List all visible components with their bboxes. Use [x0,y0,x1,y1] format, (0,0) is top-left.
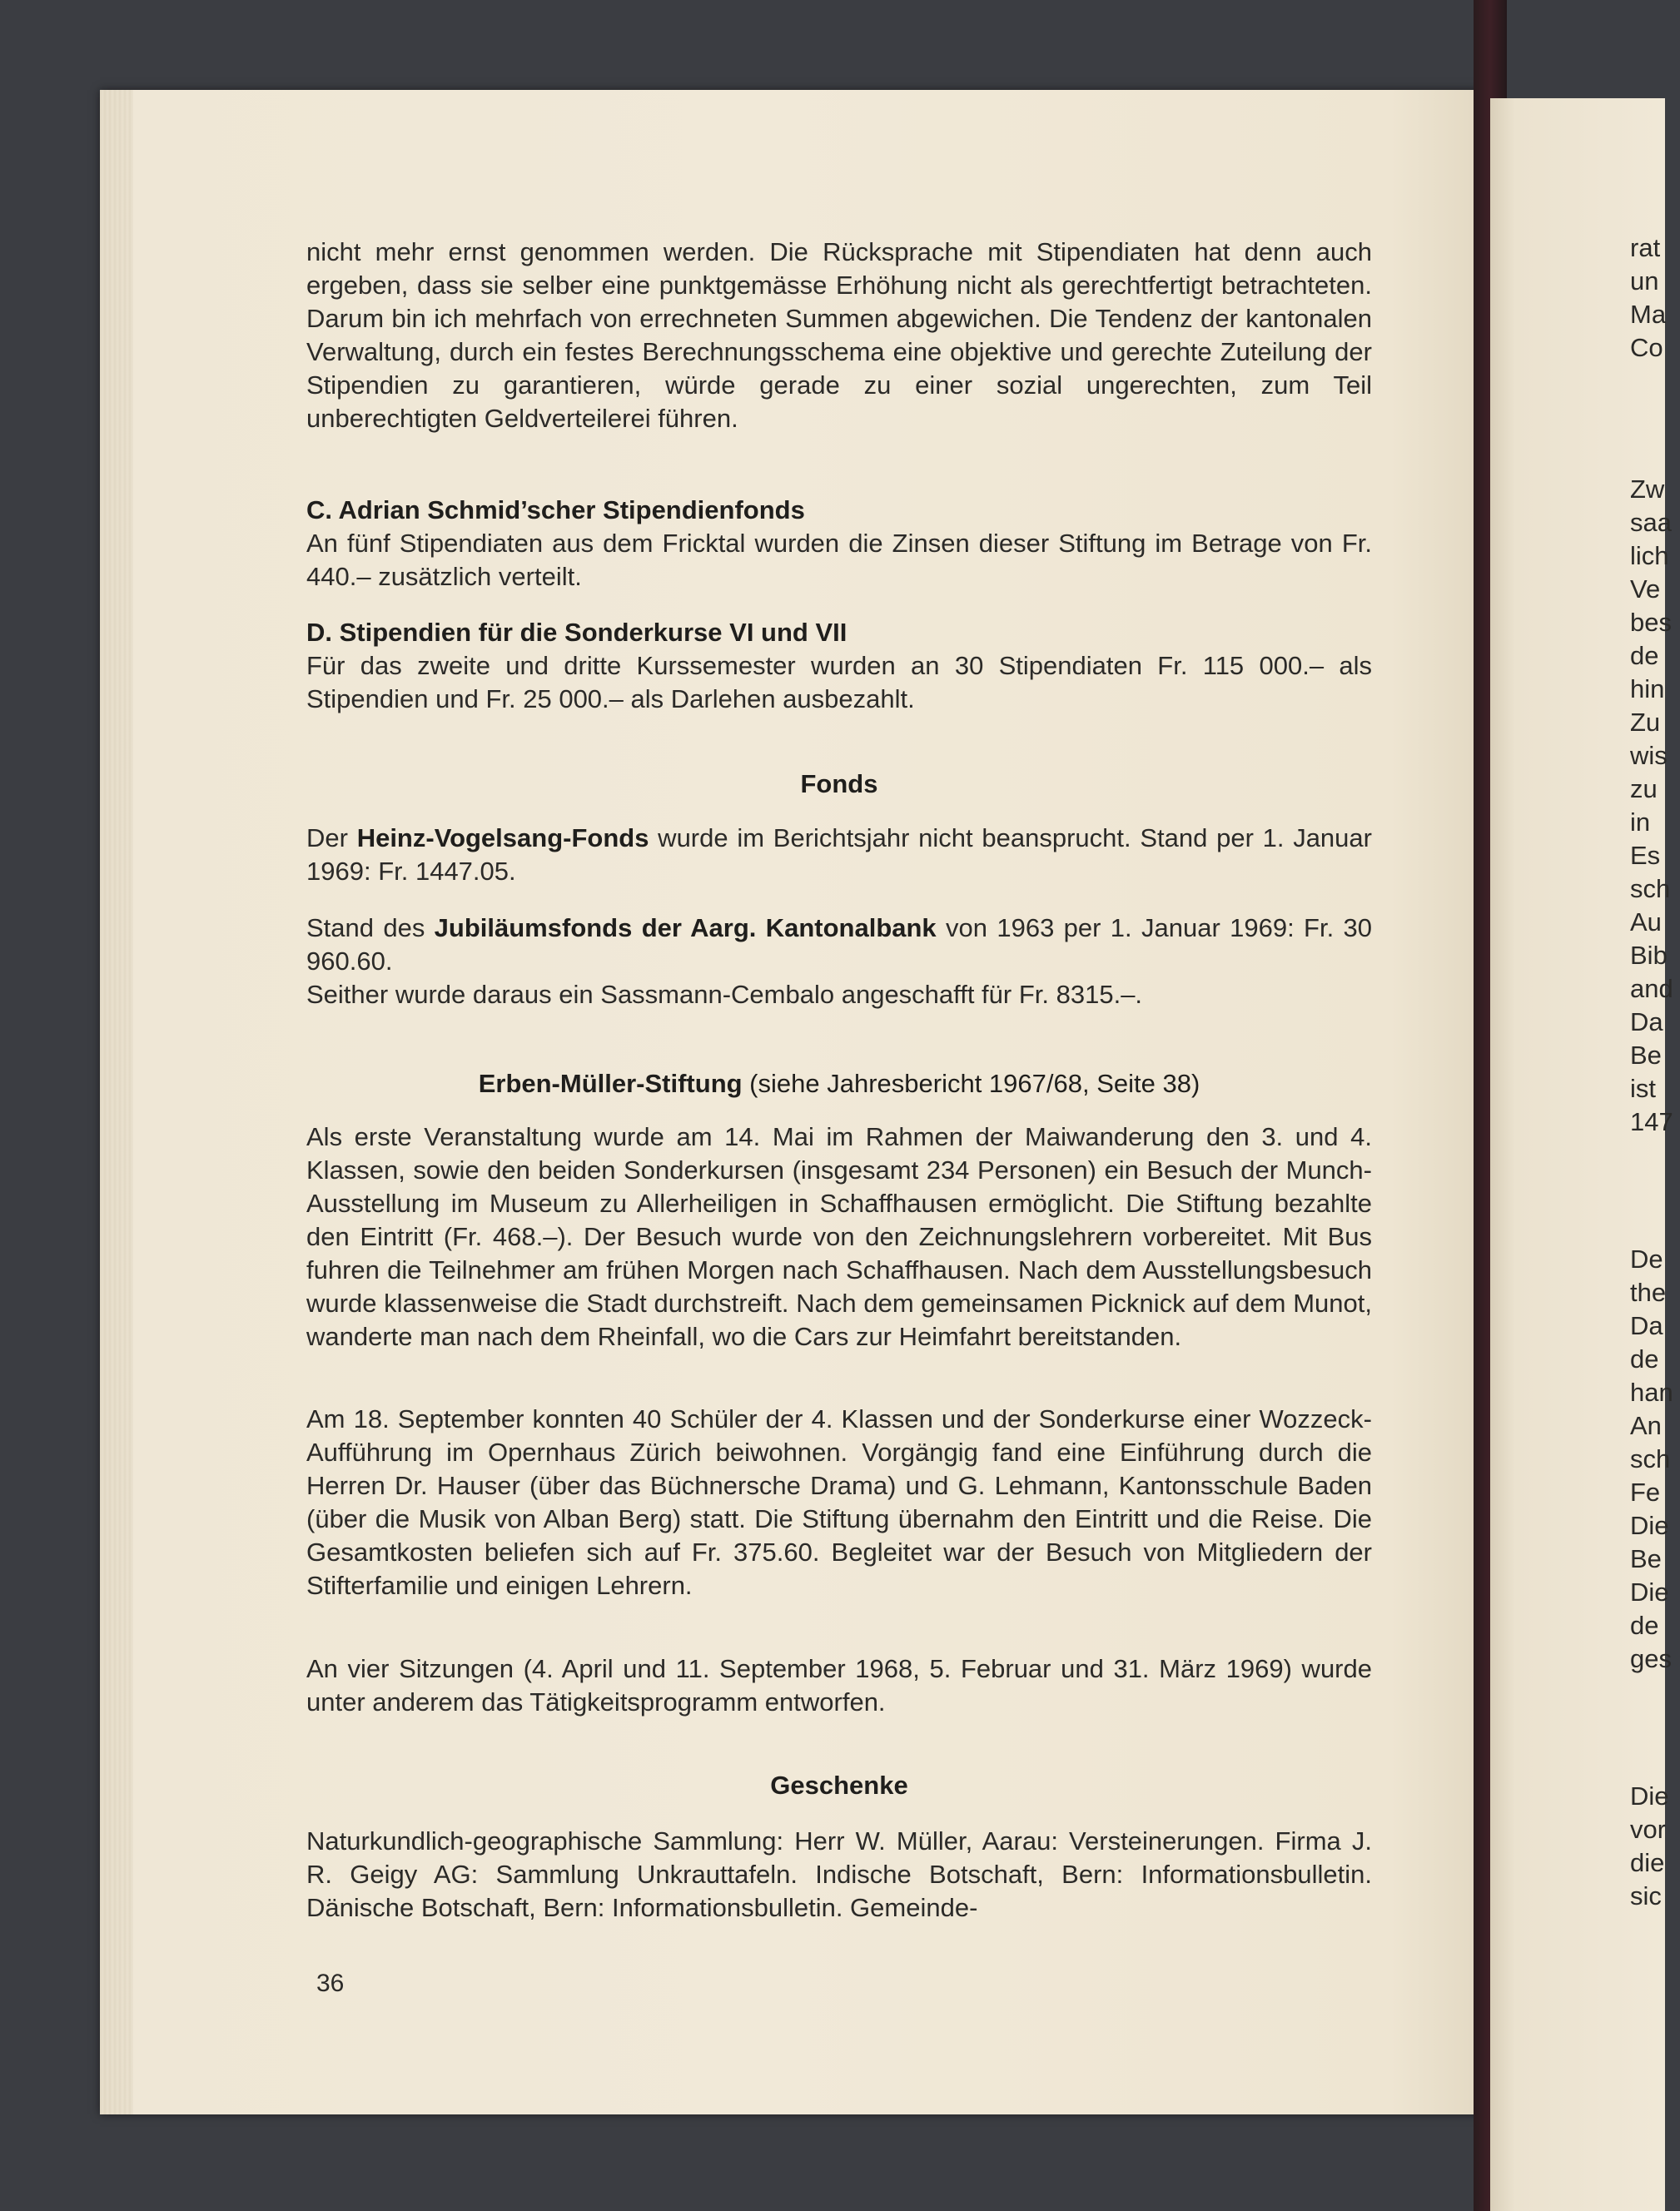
section-c [306,494,1372,594]
erben-paragraph-3: An vier Sitzungen (4. April und 11. September 1968, 5. Februar und 31. März 1969) wurde unter anderem das Tätigkeitsprogramm entworfen. [306,1654,1372,1717]
fonds-paragraph-1: Der Heinz-Vogelsang-Fonds wurde im Berichtsjahr nicht beansprucht. Stand per 1. Januar 1969: Fr. 1447.05. [306,823,1372,886]
geschenke-paragraph: Naturkundlich-geographische Sammlung: Herr W. Müller, Aarau: Versteinerungen. Firma J. R. Geigy AG: Sammlung Unkrauttafeln. Indische Botschaft, Bern: Informationsbulletin. Dänische Botschaft, Bern: Informationsbulletin. Gemeinde- [306,1826,1372,1922]
section-d-text: Für das zweite und dritte Kurssemester wurden an 30 Stipendiaten Fr. 115 000.– als Stipendien und Fr. 25 000.– als Darlehen ausbezahlt. [306,651,1372,713]
erben-paragraph-2: Am 18. September konnten 40 Schüler der 4. Klassen und der Sonderkurse einer Wozzeck-Aufführung im Opernhaus Zürich beiwohnen. Vorgängig fand eine Einführung durch die Herren Dr. Hauser (über das Büchnersche Drama) und G. Lehmann, Kantonsschule Baden (über die Musik von Alban Berg) statt. Die Stiftung übernahm den Eintritt und die Reise. Die Gesamtkosten beliefen sich auf Fr. 375.60. Begleitet war der Besuch von Mitgliedern der Stifterfamilie und einigen Lehrern. [306,1404,1372,1600]
section-d-heading: D. Stipendien für die Sonderkurse VI und VII [306,618,847,647]
intro-paragraph: nicht mehr ernst genommen werden. Die Rücksprache mit Stipendiaten hat denn auch ergeben, dass sie selber eine punktgemässe Erhöhung nicht als gerechtfertigt betrachteten. Darum bin ich mehrfach von errechneten Summen abgewichen. Die Tendenz der kantonalen Verwaltung, durch ein festes Berechnungsschema eine objektive und gerechte Zuteilung der Stipendien zu garantieren, würde gerade zu einer sozial ungerechten, zum Teil unberechtigten Geldverteilerei führen. [306,237,1372,433]
page-edge-stack [100,90,133,2114]
right-page-fragments-3: De the Da de han An sch Fe Die Be Die de ges [1630,1245,1673,1673]
right-page-fragments-1: rat un Ma Co [1630,233,1667,362]
jubilaeumsfonds-label: Jubiläumsfonds der Aarg. Kantonalbank [434,913,937,942]
page-number: 36 [316,1970,345,1997]
right-page-fragments-4: Die vor die sic [1630,1781,1669,1910]
section-d [306,616,1372,716]
geschenke-heading: Geschenke [770,1771,908,1800]
heinz-vogelsang-fonds-label: Heinz-Vogelsang-Fonds [356,823,649,852]
fonds-heading: Fonds [800,769,878,798]
erben-mueller-heading: Erben-Müller-Stiftung (siehe Jahresbericht 1967/68, Seite 38) [478,1069,1200,1098]
erben-paragraph-1: Als erste Veranstaltung wurde am 14. Mai im Rahmen der Maiwanderung den 3. und 4. Klassen, sowie den beiden Sonderkursen (insgesamt 234 Personen) ein Besuch der Munch-Ausstellung im Museum zu Allerheiligen in Schaffhausen ermöglicht. Die Stiftung bezahlte den Eintritt (Fr. 468.–). Der Besuch wurde von den Zeichnungslehrern vorbereitet. Mit Bus fuhren die Teilnehmer am frühen Morgen nach Schaffhausen. Nach dem Ausstellungsbesuch wurde klassenweise die Stadt durchstreift. Nach dem gemeinsamen Picknick auf dem Munot, wanderte man nach dem Rheinfall, wo die Cars zur Heimfahrt bereitstanden. [306,1122,1372,1351]
fonds-paragraph-3: Seither wurde daraus ein Sassmann-Cembalo angeschafft für Fr. 8315.–. [306,980,1143,1009]
section-c-heading: C. Adrian Schmid’scher Stipendienfonds [306,495,805,524]
right-page-fragments-2: Zw saa lich Ve bes de hin Zu wis zu in Es sch Au Bib and Da Be ist 147 [1630,474,1673,1136]
fonds-paragraph-2: Stand des Jubiläumsfonds der Aarg. Kantonalbank von 1963 per 1. Januar 1969: Fr. 30 960.60. Seither wurde daraus ein Sassmann-Cembalo angeschafft für Fr. 8315.–. [306,912,1372,1011]
section-c-text: An fünf Stipendiaten aus dem Fricktal wurden die Zinsen dieser Stiftung im Betrage von Fr. 440.– zusätzlich verteilt. [306,529,1372,591]
